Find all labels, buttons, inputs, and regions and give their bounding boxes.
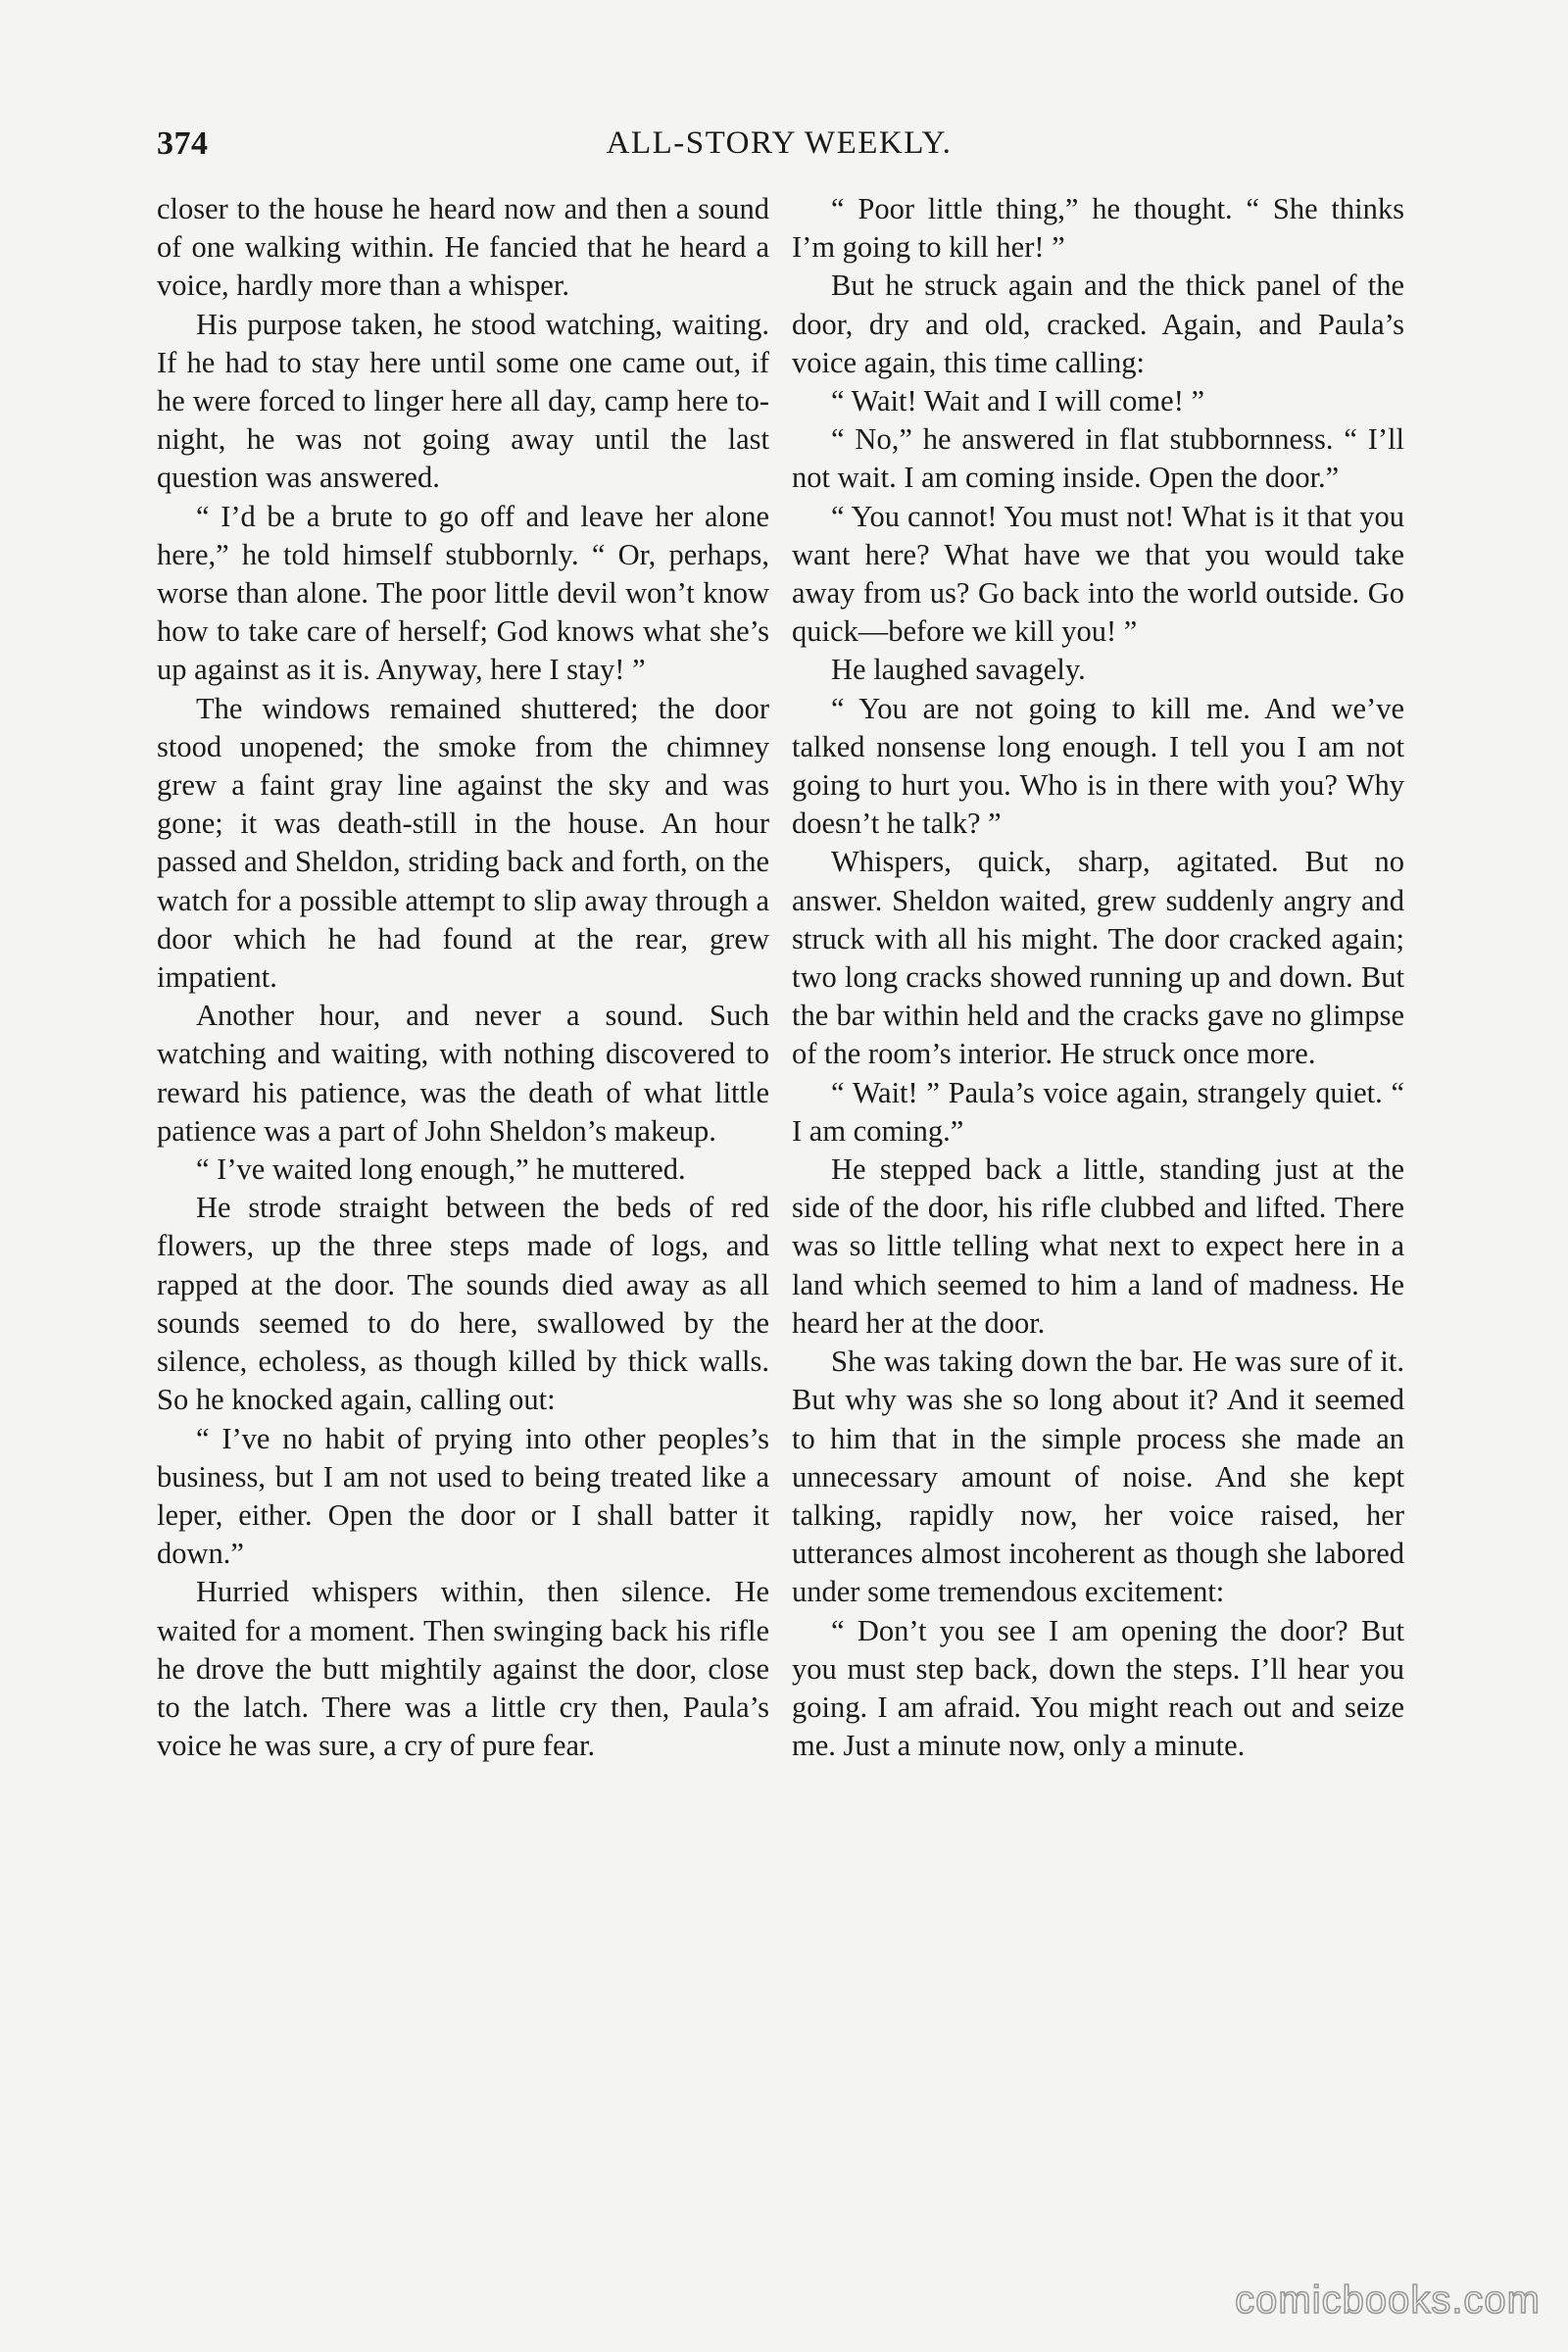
paragraph: “ Don’t you see I am opening the door? But you must step back, down the steps. I’ll hear you going. I am afraid. You might reach out and seize me. Just a minute now, only a minute. bbox=[792, 1613, 1404, 1763]
page-header bbox=[157, 125, 1401, 176]
paragraph: The windows remained shuttered; the door stood unopened; the smoke from the chimney grew a faint gray line against the sky and was gone; it was death-still in the house. An hour passed and Sheldon, striding back and forth, on the watch for a possible attempt to slip away through a door which he had found at the rear, grew impatient. bbox=[157, 691, 769, 995]
paragraph: He laughed savagely. bbox=[831, 653, 1086, 687]
running-head: ALL-STORY WEEKLY. bbox=[606, 125, 953, 161]
site-watermark: comicbooks.com bbox=[1235, 2278, 1541, 2322]
page-number: 374 bbox=[157, 125, 209, 162]
paragraph: “ I’ve waited long enough,” he muttered. bbox=[196, 1152, 686, 1187]
paragraph: Hurried whispers within, then silence. He waited for a moment. Then swinging back his rifle he drove the butt mightily against the door, close to the latch. There was a little cry then, Paula’s voice he was sure, a cry of pure fear. bbox=[157, 1575, 769, 1763]
right-column bbox=[792, 190, 1404, 1765]
paragraph: “ Wait! ” Paula’s voice again, strangely quiet. “ I am coming.” bbox=[792, 1075, 1404, 1148]
paragraph: “ I’ve no habit of prying into other peoples’s business, but I am not used to being treated like a leper, either. Open the door or I shall batter it down.” bbox=[157, 1421, 769, 1571]
paragraph: “ You are not going to kill me. And we’ve talked nonsense long enough. I tell you I am not going to hurt you. Who is in there with you? Why doesn’t he talk? ” bbox=[792, 691, 1404, 841]
paragraph: “ You cannot! You must not! What is it that you want here? What have we that you would take away from us? Go back into the world outside. Go quick—before we kill you! ” bbox=[792, 499, 1404, 649]
paragraph: But he struck again and the thick panel of the door, dry and old, cracked. Again, and Paula’s voice again, this time calling: bbox=[792, 269, 1404, 379]
paragraph: He strode straight between the beds of red flowers, up the three steps made of logs, and rapped at the door. The sounds died away as all sounds seemed to do here, swallowed by the silence, echoless, as though killed by thick walls. So he knocked again, calling out: bbox=[157, 1191, 769, 1417]
left-column bbox=[157, 190, 769, 1765]
paragraph: “ I’d be a brute to go off and leave her alone here,” he told himself stubbornly. “ Or, perhaps, worse than alone. The poor little devil won’t know how to take care of herself; God knows what she’s up against as it is. Anyway, here I stay! ” bbox=[157, 499, 769, 687]
paragraph: “ No,” he answered in flat stubbornness. “ I’ll not wait. I am coming inside. Open the door.” bbox=[792, 422, 1404, 495]
paragraph: “ Wait! Wait and I will come! ” bbox=[831, 384, 1205, 418]
paragraph: She was taking down the bar. He was sure of it. But why was she so long about it? And it seemed to him that in the simple process she made an unnecessary amount of noise. And she kept talking, rapidly now, her voice raised, her utterances almost incoherent as though she labored under some tremendous excitement: bbox=[792, 1345, 1404, 1609]
paragraph: Whispers, quick, sharp, agitated. But no answer. Sheldon waited, grew suddenly angry and struck with all his might. The door cracked again; two long cracks showed running up and down. But the bar within held and the cracks gave no glimpse of the room’s interior. He struck once more. bbox=[792, 845, 1404, 1071]
paragraph: Another hour, and never a sound. Such watching and waiting, with nothing discovered to reward his patience, was the death of what little patience was a part of John Sheldon’s makeup. bbox=[157, 999, 769, 1148]
paragraph: His purpose taken, he stood watching, waiting. If he had to stay here until some one came out, if he were forced to linger here all day, camp here tonight, he was not going away until the last question was answered. bbox=[157, 307, 769, 495]
paragraph: closer to the house he heard now and then a sound of one walking within. He fancied that he heard a voice, hardly more than a whisper. bbox=[157, 192, 769, 303]
paragraph: He stepped back a little, standing just at the side of the door, his rifle clubbed and lifted. There was so little telling what next to expect here in a land which seemed to him a land of madness. He heard her at the door. bbox=[792, 1152, 1404, 1340]
paragraph: “ Poor little thing,” he thought. “ She thinks I’m going to kill her! ” bbox=[792, 192, 1404, 265]
